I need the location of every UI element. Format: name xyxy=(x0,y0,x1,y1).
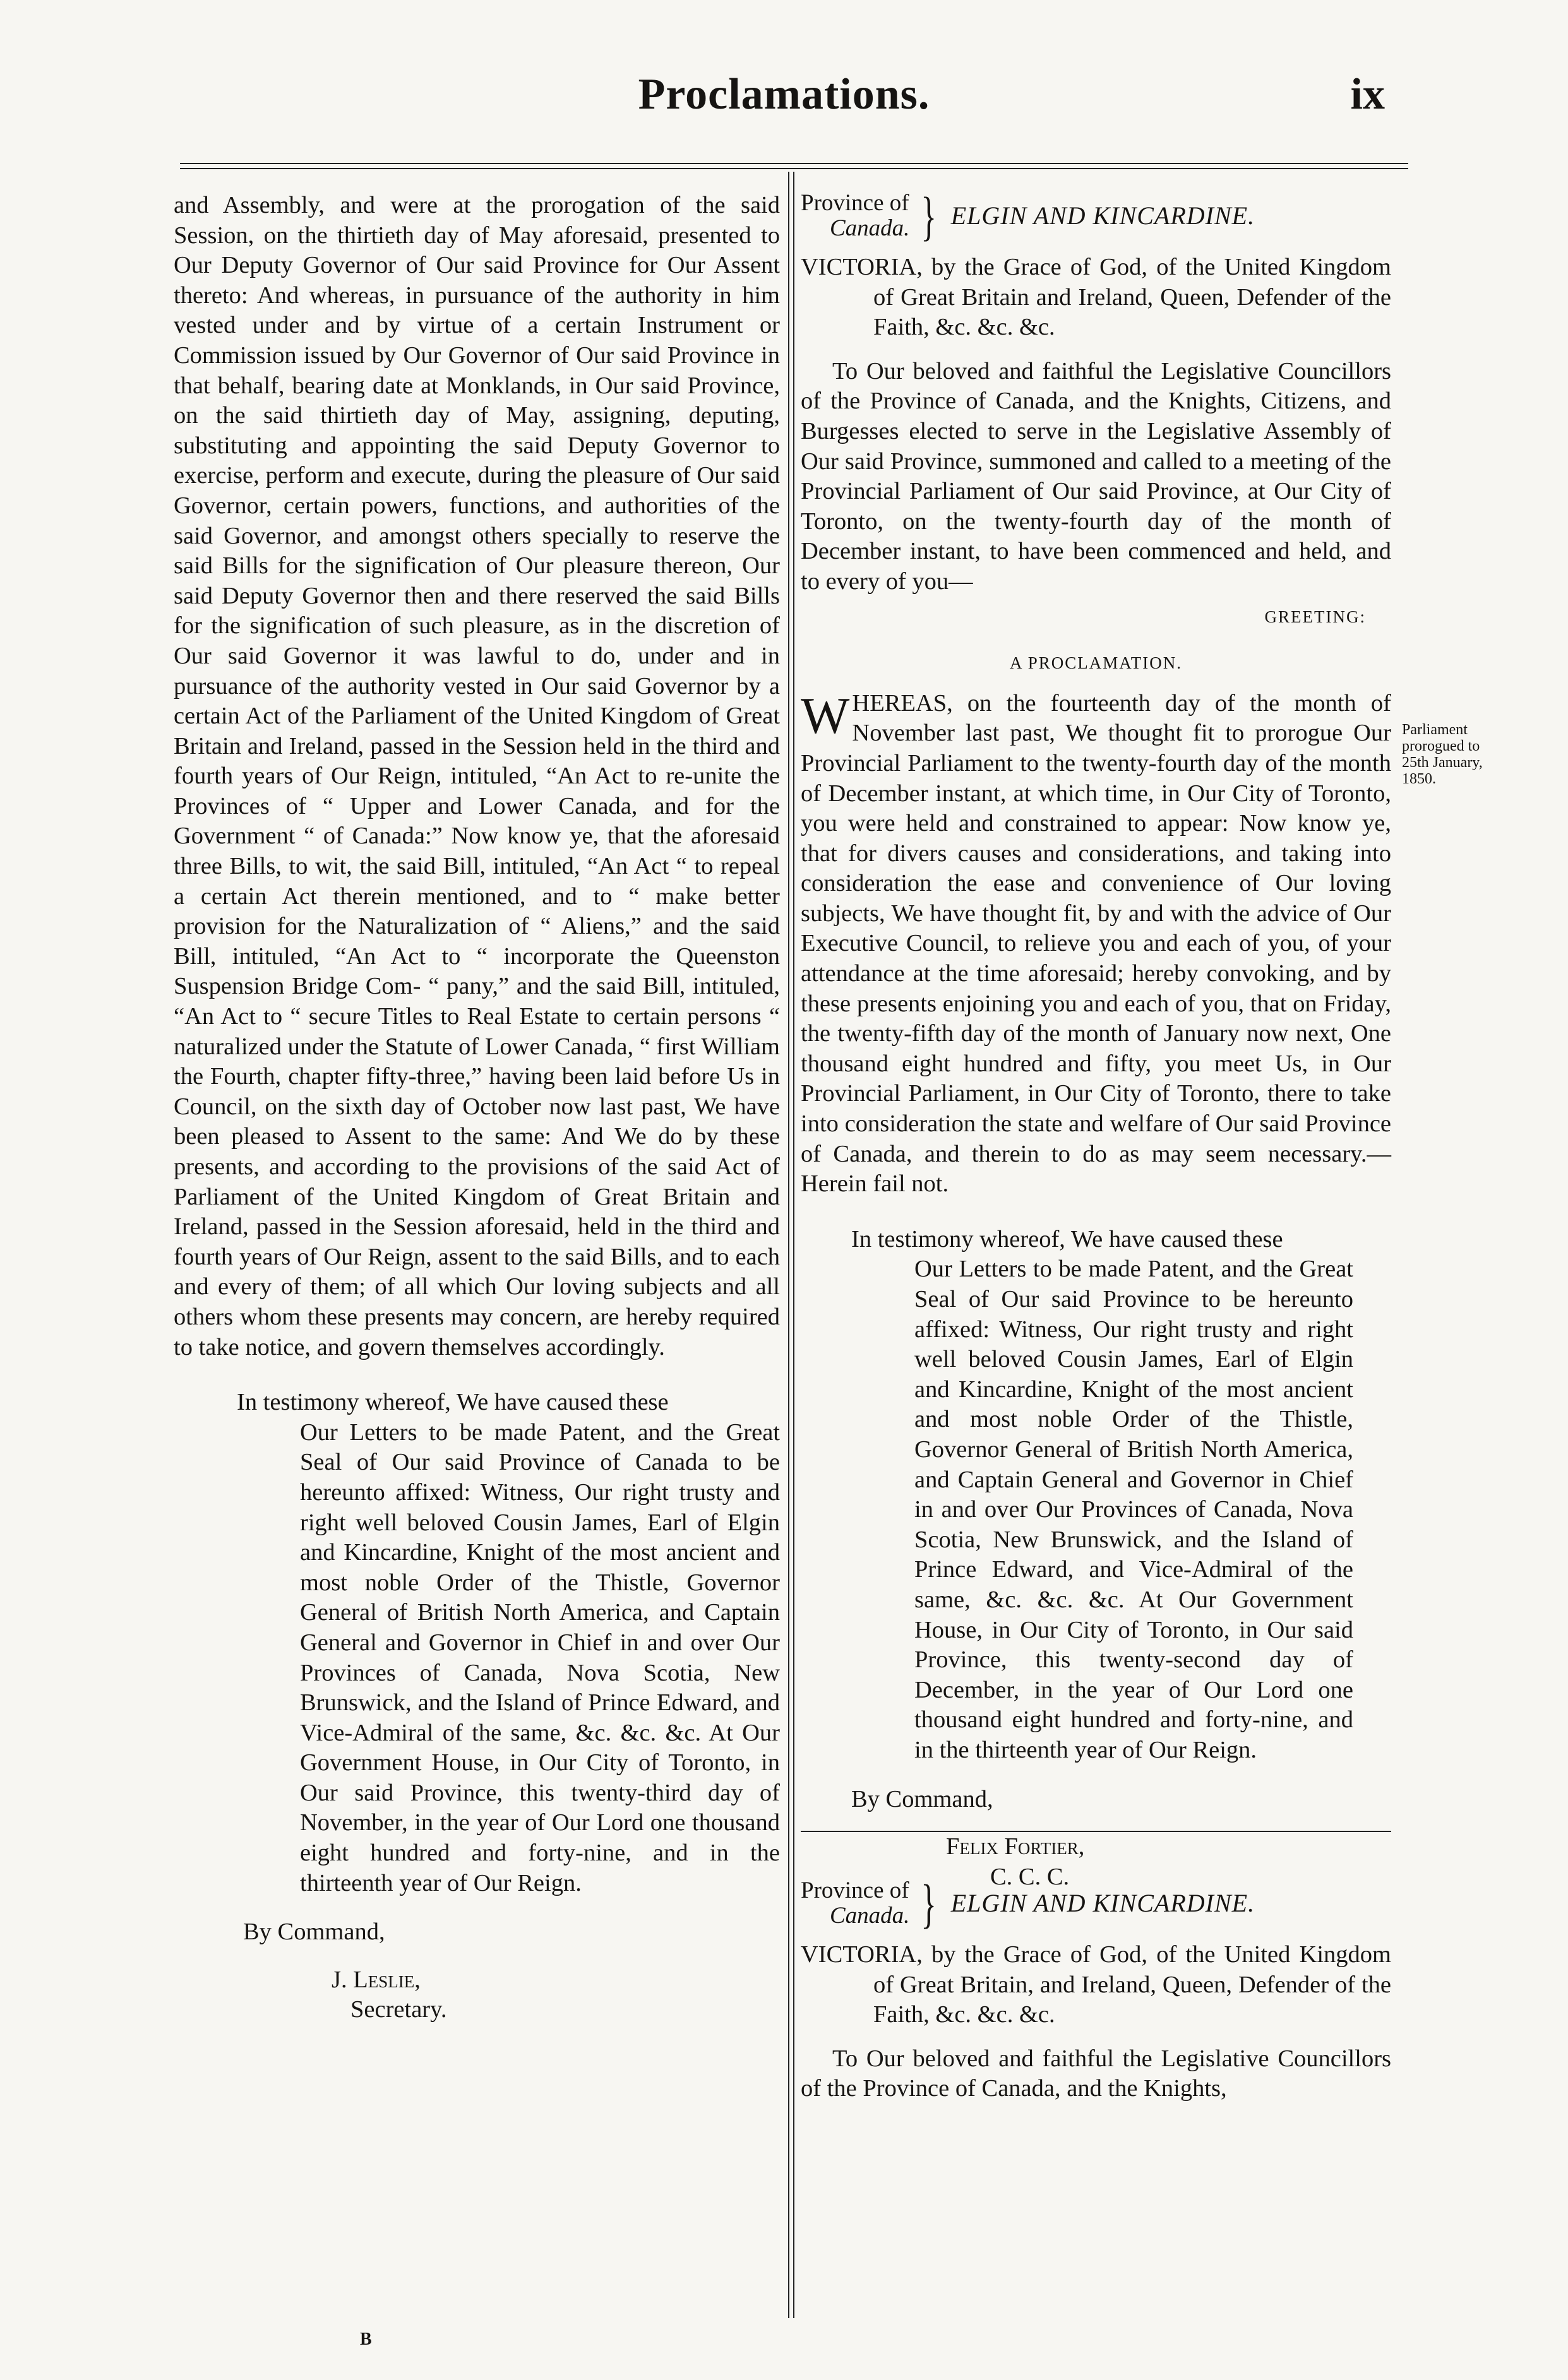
right-testimony-body: Our Letters to be made Patent, and the Great Seal of Our said Province to be hereunto affixed: Witness, Our right trusty and right well beloved Cousin James, Earl of Elgin and Kincardine, Knight of the most ancient and most noble Order of the Thistle, Governor General of British North America, and Captain General and Governor in Chief in and over Our Provinces of Canada, Nova Scotia, New Brunswick, and the Island of Prince Edward, and Vice-Admiral of the same, &c. &c. &c. At Our Government House, in Our City of Toronto, in Our said Province, this twenty-second day of December, in the year of Our Lord one thousand eight hundred and forty-nine, and in the thirteenth year of Our Reign. xyxy=(914,1256,1353,1763)
victoria-line: VICTORIA, by the Grace of God, of the United Kingdom of Great Britain and Ireland, Queen, Defender of the Faith, &c. &c. &c. xyxy=(801,254,1391,341)
running-title: Proclamations. xyxy=(638,70,930,119)
page-number: ix xyxy=(1350,70,1385,119)
right-testimony-lead: In testimony whereof, We have caused these xyxy=(851,1225,1283,1252)
margin-note: Parliament prorogued to 25th January, 1850. xyxy=(1402,722,1483,787)
greeting: GREETING: xyxy=(1264,607,1366,626)
address-paragraph: To Our beloved and faithful the Legislative Councillors of the Province of Canada, and the Knights, Citizens, and Burgesses elected to serve in the Legislative Assembly of Our said Province, summoned and called to a meeting of the Provincial Parliament of Our said Province, at Our City of Toronto, on the twenty-fourth day of the month of December instant, to have been commenced and held, and to every of you— xyxy=(801,357,1391,595)
proclamation-heading: A PROCLAMATION. xyxy=(1009,653,1183,673)
left-by-command: By Command, xyxy=(243,1919,385,1946)
brace-icon: } xyxy=(921,186,937,246)
province-label-2-line-2: Canada. xyxy=(830,1903,910,1929)
province-label-line-2: Canada. xyxy=(830,215,910,241)
right-testimony xyxy=(801,1225,1391,1766)
page-header xyxy=(0,63,1568,133)
left-signatory-name: J. Leslie, xyxy=(332,1966,421,1993)
right-signatory-title: C. C. C. xyxy=(990,1863,1070,1890)
right-by-command: By Command, xyxy=(851,1785,993,1812)
province-label-2 xyxy=(801,1878,909,1929)
section-divider xyxy=(801,1831,1391,1832)
right-signatory-name: Felix Fortier, xyxy=(946,1833,1085,1860)
province-label-2-line-1: Province of xyxy=(801,1877,909,1903)
right-column xyxy=(801,186,1391,1892)
province-label-line-1: Province of xyxy=(801,190,909,216)
left-testimony-body: Our Letters to be made Patent, and the Great Seal of Our said Province of Canada to be hereunto affixed: Witness, Our right trusty and right well beloved Cousin James, Earl of Elgin and Kincardine, Knight of the most ancient and most noble Order of the Thistle, Governor General of British North America, and Captain General and Governor in Chief in and over Our Provinces of Canada, Nova Scotia, New Brunswick, and the Island of Prince Edward, and Vice-Admiral of the same, &c. &c. &c. At Our Government House, in Our City of Toronto, in Our said Province, this twenty-third day of November, in the year of Our Lord one thousand eight hundred and forty-nine, and in the thirteenth year of Our Reign. xyxy=(300,1419,780,1896)
signature-mark: B xyxy=(360,2329,372,2349)
left-testimony-lead: In testimony whereof, We have caused these xyxy=(237,1389,669,1416)
right-command-block xyxy=(801,1785,1391,1893)
brace-icon: } xyxy=(921,1873,937,1934)
left-body-paragraph: and Assembly, and were at the prorogation of the said Session, on the thirtieth day of May aforesaid, presented to Our Deputy Governor of Our said Province for Our Assent thereto: And whereas, in pursuance of the authority in him vested under and by virtue of a certain Instrument or Commission issued by Our Governor of Our said Province in that behalf, bearing date at Monklands, in Our said Province, on the said thirtieth day of May, assigning, deputing, substituting and appointing the said Deputy Governor to exercise, perform and execute, during the pleasure of Our said Governor, certain powers, functions, and authorities of the said Governor, and amongst others specially to reserve the said Bills for the signification of Our pleasure thereon, Our said Deputy Governor then and there reserved the said Bills for the signification of such pleasure, as in the discretion of Our said Governor it was lawful to do, under and in pursuance of the authority vested in Our said Governor by a certain Act of the Parliament of the United Kingdom of Great Britain and Ireland, passed in the Session held in the third and fourth years of Our Reign, intituled, “An Act to re-unite the Provinces of “ Upper and Lower Canada, and for the Government “ of Canada:” Now know ye, that the aforesaid three Bills, to wit, the said Bill, intituled, “An Act “ to repeal a certain Act therein mentioned, and to “ make better provision for the Naturalization of “ Aliens,” and the said Bill, intituled, “An Act to “ incorporate the Queenston Suspension Bridge Com- “ pany,” and the said Bill, intituled, “An Act to “ secure Titles to Real Estate to certain persons “ naturalized under the Statute of Lower Canada, “ first William the Fourth, chapter fifty-three,” having been laid before Us in Council, on the sixth day of October now last past, We have been pleased to Assent to the same: And We do by these presents, and according to the provisions of the said Act of Parliament of the United Kingdom of Great Britain and Ireland, passed in the Session aforesaid, held in the third and fourth years of Our Reign, assent to the said Bills, and to each and every of them; of all which Our loving subjects and all others whom these presents may concern, are hereby required to take notice, and govern themselves accordingly. xyxy=(174,192,780,1360)
whereas-paragraph xyxy=(801,686,1391,1199)
province-label xyxy=(801,191,909,241)
drop-cap: W xyxy=(801,686,850,744)
left-column xyxy=(174,191,780,2025)
victoria-line-2: VICTORIA, by the Grace of God, of the United Kingdom of Great Britain, and Ireland, Queen, Defender of the Faith, &c. &c. &c. xyxy=(801,1941,1391,2028)
province-header-1 xyxy=(801,186,1391,246)
whereas-text: HEREAS, on the fourteenth day of the month of November last past, We thought fit to prorogue Our Provincial Parliament to the twenty-fourth day of the month of December instant, at which time, in Our City of Toronto, you were held and constrained to appear: Now know ye, that for divers causes and considerations, and taking into consideration the ease and convenience of Our loving subjects, We have thought fit, by and with the advice of Our Executive Council, to relieve you and each of you, of your attendance at the time aforesaid; hereby convoking, and by these presents enjoining you and each of you, that on Friday, the twenty-fifth day of the month of January now next, One thousand eight hundred and fifty, you meet Us, in Our Provincial Parliament, in Our City of Toronto, there to take into consideration the state and welfare of Our said Province of Canada, and therein to do as may seem necessary.—Herein fail not. xyxy=(801,689,1391,1198)
governor-names-2: ELGIN AND KINCARDINE. xyxy=(950,1889,1255,1918)
left-testimony xyxy=(174,1388,780,1898)
header-rule xyxy=(180,163,1408,169)
column-divider xyxy=(788,172,794,2318)
address-paragraph-2: To Our beloved and faithful the Legislative Councillors of the Province of Canada, and the Knights, xyxy=(801,2045,1391,2102)
right-column-second-proclamation xyxy=(801,1873,1391,2104)
left-command-block xyxy=(174,1917,780,2025)
governor-names: ELGIN AND KINCARDINE. xyxy=(950,201,1255,230)
left-signatory-title: Secretary. xyxy=(350,1996,447,2023)
